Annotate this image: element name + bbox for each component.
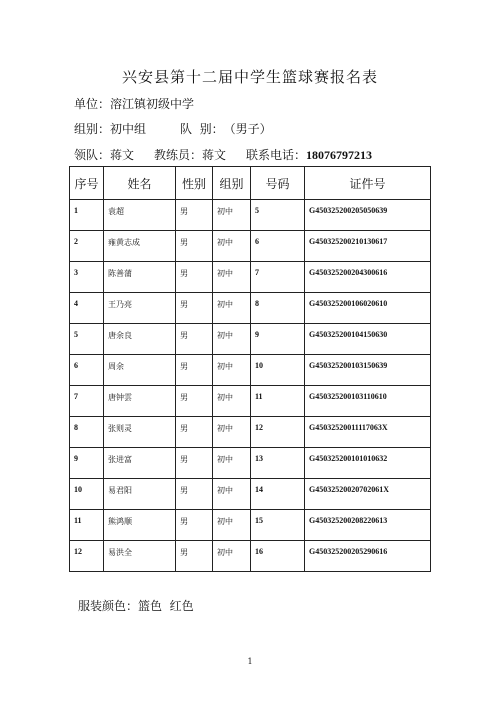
player-name: 张则灵 [104,417,176,448]
player-group: 初中 [213,479,251,510]
row-index: 8 [70,417,104,448]
table-row [70,262,431,293]
player-name: 易洪全 [104,541,176,572]
jersey-number: 8 [251,293,305,324]
row-index: 12 [70,541,104,572]
team-label: 队 别： [180,122,224,136]
jersey-number: 9 [251,324,305,355]
leader-value: 蒋文 [110,148,135,162]
table-row [70,355,431,386]
player-name: 张进富 [104,448,176,479]
staff-line [74,146,372,163]
row-index: 2 [70,231,104,262]
roster-table [69,166,431,572]
header-group: 组别 [213,167,251,200]
id-number: G450325200204300616 [305,262,431,293]
row-index: 1 [70,200,104,231]
team-value: （男子） [223,122,272,136]
uniform-color-label: 服装颜色： [78,599,139,613]
uniform-color-value: 篮色 红色 [138,599,194,613]
id-number: G450325200104150630 [305,324,431,355]
table-row [70,479,431,510]
player-group: 初中 [213,386,251,417]
table-row [70,541,431,572]
player-group: 初中 [213,448,251,479]
player-name: 周余 [104,355,176,386]
player-name: 王乃亮 [104,293,176,324]
row-index: 9 [70,448,104,479]
unit-label: 单位： [74,97,111,111]
player-group: 初中 [213,262,251,293]
player-name: 袁超 [104,200,176,231]
phone-label: 联系电话： [246,148,307,162]
jersey-number: 5 [251,200,305,231]
table-row [70,510,431,541]
player-gender: 男 [176,417,213,448]
row-index: 4 [70,293,104,324]
player-group: 初中 [213,417,251,448]
id-number: G450325200208220613 [305,510,431,541]
unit-value: 溶江镇初级中学 [110,97,195,111]
row-index: 5 [70,324,104,355]
player-gender: 男 [176,541,213,572]
player-gender: 男 [176,324,213,355]
id-number: G450325200205290616 [305,541,431,572]
table-row [70,231,431,262]
uniform-color-line [78,597,194,614]
player-group: 初中 [213,324,251,355]
row-index: 11 [70,510,104,541]
header-gender: 性别 [176,167,213,200]
coach-label: 教练员： [154,148,203,162]
group-line [74,120,272,137]
id-number: G450325200103110610 [305,386,431,417]
header-id-number: 证件号 [305,167,431,200]
player-name: 易君阳 [104,479,176,510]
table-row [70,200,431,231]
jersey-number: 10 [251,355,305,386]
player-gender: 男 [176,200,213,231]
row-index: 3 [70,262,104,293]
jersey-number: 16 [251,541,305,572]
row-index: 6 [70,355,104,386]
table-header-row [70,167,431,200]
jersey-number: 7 [251,262,305,293]
player-name: 陈善蒲 [104,262,176,293]
phone-value: 18076797213 [306,148,373,162]
form-title: 兴安县第十二届中学生篮球赛报名表 [121,68,378,86]
player-gender: 男 [176,293,213,324]
jersey-number: 15 [251,510,305,541]
player-group: 初中 [213,355,251,386]
table-row [70,293,431,324]
table-row [70,448,431,479]
player-gender: 男 [176,231,213,262]
player-group: 初中 [213,200,251,231]
id-number: G450325200106020610 [305,293,431,324]
id-number: G450325200103150639 [305,355,431,386]
player-group: 初中 [213,541,251,572]
player-name: 唐钟雲 [104,386,176,417]
header-name: 姓名 [104,167,176,200]
player-name: 唐余良 [104,324,176,355]
table-row [70,386,431,417]
id-number: G45032520020702061X [305,479,431,510]
coach-value: 蒋文 [202,148,227,162]
id-number: G45032520011117063X [305,417,431,448]
player-gender: 男 [176,510,213,541]
row-index: 10 [70,479,104,510]
player-group: 初中 [213,231,251,262]
table-row [70,417,431,448]
player-group: 初中 [213,510,251,541]
player-gender: 男 [176,355,213,386]
jersey-number: 11 [251,386,305,417]
player-gender: 男 [176,479,213,510]
row-index: 7 [70,386,104,417]
leader-label: 领队： [74,148,111,162]
id-number: G450325200210130617 [305,231,431,262]
player-name: 熊鸿顺 [104,510,176,541]
page-number: 1 [247,657,253,666]
player-gender: 男 [176,448,213,479]
table-row [70,324,431,355]
id-number: G450325200101010632 [305,448,431,479]
player-gender: 男 [176,262,213,293]
group-value: 初中组 [110,122,147,136]
group-label: 组别： [74,122,111,136]
jersey-number: 12 [251,417,305,448]
id-number: G450325200205050639 [305,200,431,231]
header-index: 序号 [70,167,104,200]
unit-line [74,95,194,112]
jersey-number: 6 [251,231,305,262]
player-gender: 男 [176,386,213,417]
player-name: 雍黄志成 [104,231,176,262]
player-group: 初中 [213,293,251,324]
header-jersey-number: 号码 [251,167,305,200]
jersey-number: 13 [251,448,305,479]
jersey-number: 14 [251,479,305,510]
